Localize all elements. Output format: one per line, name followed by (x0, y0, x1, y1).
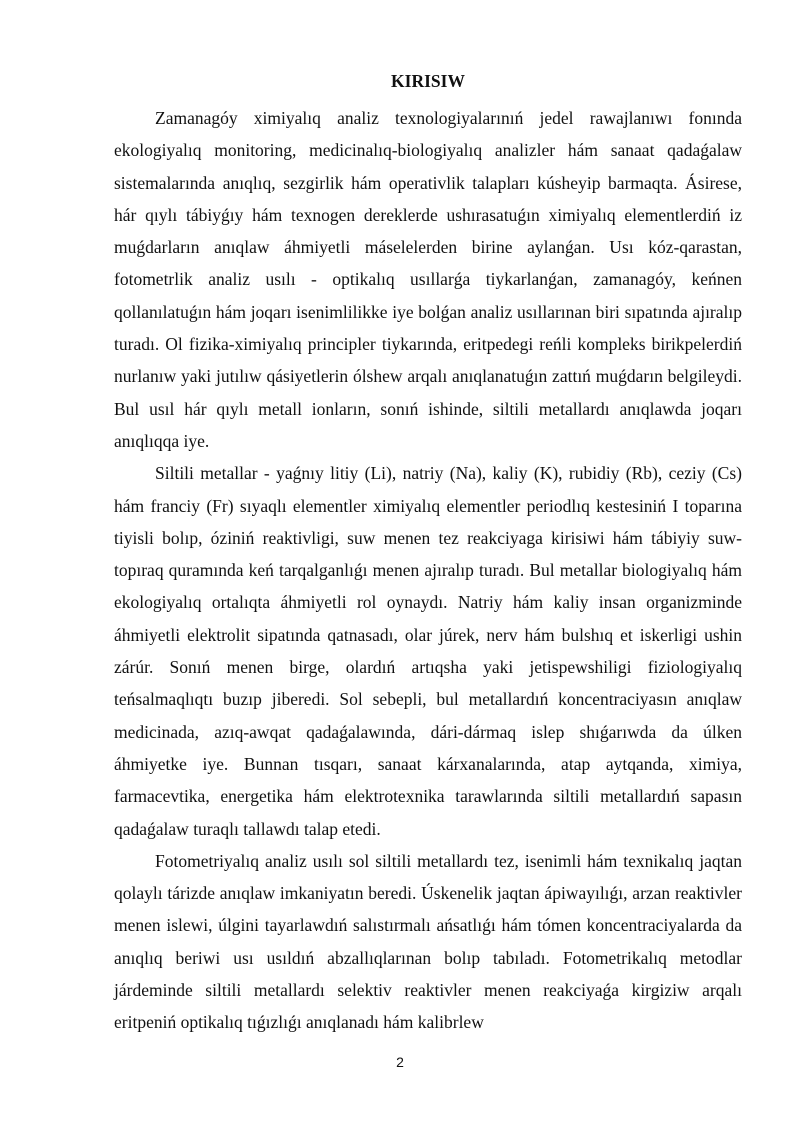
paragraph-photometry: Fotometriyalıq analiz usılı sol siltili metallardı tez, isenimli hám texnikalıq jaqtan qolaylı tárizde anıqlaw imkaniyatın beredi. Úskenelik jaqtan ápiwayılıǵı, arzan reaktivler menen islewi, úlgini tayarlawdıń salıstırmalı ańsatlıǵı hám tómen koncentraciyalarda da anıqlıq beriwi usı usıldıń abzallıqlarınan bolıp tabıladı. Fotometrikalıq metodlar járdeminde siltili metallardı selektiv reaktivler menen reakciyaǵa kirgiziw arqalı eritpeniń optikalıq tıǵızlıǵı anıqlanadı hám kalibrlew (114, 850, 742, 1033)
document-title: KIRISIW (391, 71, 465, 91)
paragraph-alkali-metals: Siltili metallar - yaǵnıy litiy (Li), natriy (Na), kaliy (K), rubidiy (Rb), ceziy (Cs) hám franciy (Fr) sıyaqlı elementler ximiyalıq elementler periodlıq kestesiniń I toparına tiyisli bolıp, óziniń reaktivligi, suw menen tez reakciyaga kirisiwi hám tábiyiy suw-topıraq quramında keń tarqalganlıǵı menen ajıralıp turadı. Bul metallar biologiyalıq hám ekologiyalıq ortalıqta áhmiyetli rol oynaydı. Natriy hám kaliy insan organizminde áhmiyetli elektrolit sipatında qatnasadı, olar júrek, nerv hám bulshıq et iskerligi ushin zárúr. Sonıń menen birge, olardıń artıqsha yaki jetispewshiligi fiziologiyalıq teńsalmaqlıqtı buzıp jiberedi. Sol sebepli, bul metallardıń koncentraciyasın anıqlaw medicinada, azıq-awqat qadaǵalawında, dári-dármaq islep shıǵarıwda da úlken áhmiyetke iye. Bunnan tısqarı, sanaat kárxanalarında, atap aytqanda, ximiya, farmacevtika, energetika hám elektrotexnika tarawlarında siltili metallardıń sapasın qadaǵalaw turaqlı tallawdı talap etedi. (114, 463, 742, 839)
document-page (114, 70, 742, 1039)
paragraph-intro: Zamanagóy ximiyalıq analiz texnologiyalarınıń jedel rawajlanıwı fonında ekologiyalıq monitoring, medicinalıq-biologiyalıq analizler hám sanaat qadaǵalaw sistemalarında anıqlıq, sezgirlik hám operativlik talapları kúsheyip barmaqta. Ásirese, hár qıylı tábiyǵıy hám texnogen dereklerde ushırasatuǵın ximiyalıq elementlerdiń iz muǵdarların anıqlaw áhmiyetli máselelerden birine aylanǵan. Usı kóz-qarastan, fotometrlik analiz usılı - optikalıq usıllarǵa tiykarlanǵan, zamanagóy, keńnen qollanılatuǵın hám joqarı isenimlilikke iye bolǵan analiz usıllarınan biri sıpatında ajıralıp turadı. Ol fizika-ximiyalıq principler tiykarında, eritpedegi reńli kompleks birikpelerdiń nurlanıw yaki jutılıw qásiyetlerin ólshew arqalı anıqlanatuǵın zattıń muǵdarın belgileydi. Bul usıl hár qıylı metall ionların, sonıń ishinde, siltili metallardı anıqlawda joqarı anıqlıqqa iye. (114, 108, 742, 451)
page-number: 2 (396, 1054, 404, 1070)
